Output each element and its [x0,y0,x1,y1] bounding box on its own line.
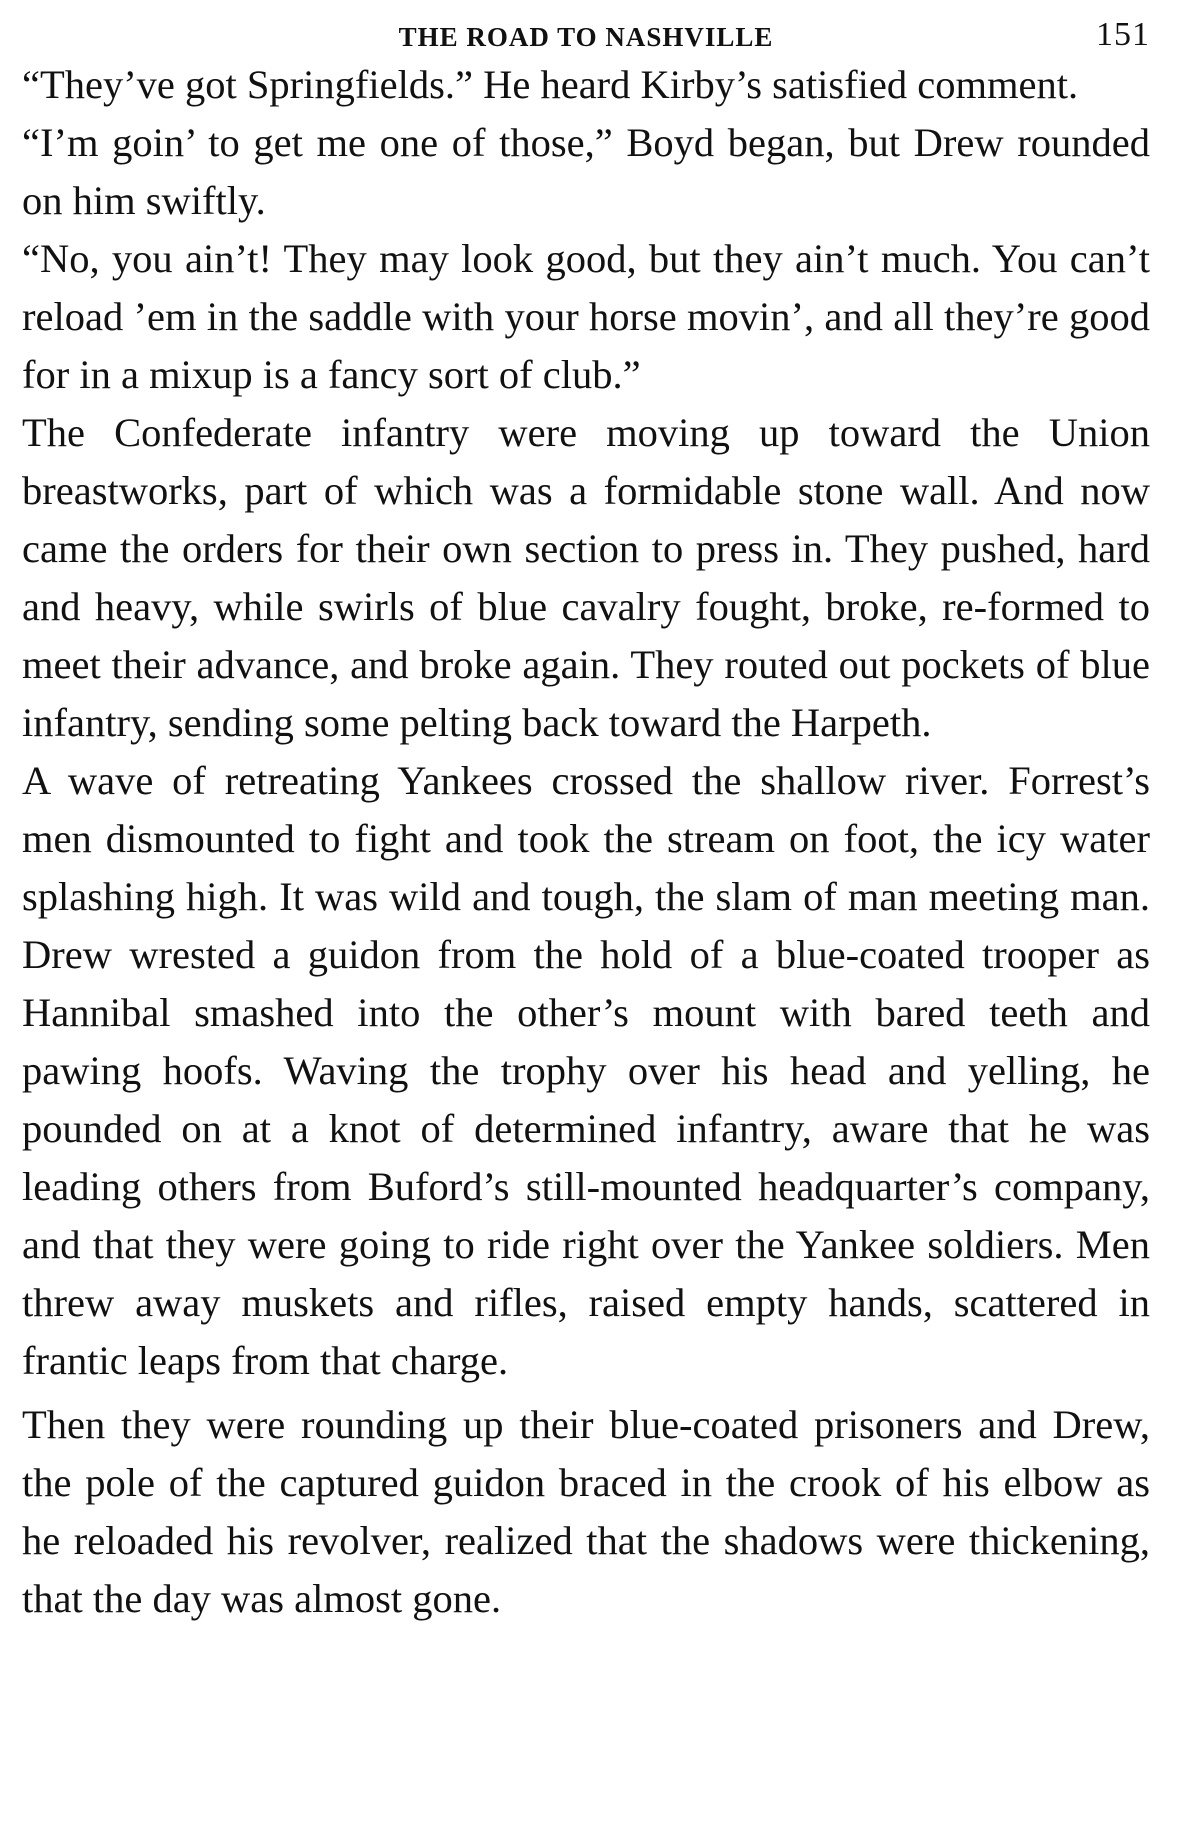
book-page [22,14,1150,1628]
body-text [22,56,1150,1628]
paragraph: “No, you ain’t! They may look good, but they ain’t much. You can’t reload ’em in the saddle with your horse movin’, and all they’re good for in a mixup is a fancy sort of club.” [22,236,1150,397]
paragraph: “I’m goin’ to get me one of those,” Boyd began, but Drew rounded on him swiftly. [22,120,1150,223]
running-head [22,14,1150,56]
paragraph: A wave of retreating Yankees crossed the shallow river. Forrest’s men dismounted to fight and took the stream on foot, the icy water splashing high. It was wild and tough, the slam of man meeting man. Drew wrested a guidon from the hold of a blue-coated trooper as Hannibal smashed into the other’s mount with bared teeth and pawing hoofs. Waving the trophy over his head and yelling, he pounded on at a knot of determined infantry, aware that he was leading others from Buford’s still-mounted headquarter’s company, and that they were going to ride right over the Yankee soldiers. Men threw away muskets and rifles, raised empty hands, scattered in frantic leaps from that charge. [22,758,1150,1383]
paragraph: “They’ve got Springfields.” He heard Kirby’s satisfied comment. [22,62,1079,107]
page-number: 151 [1096,16,1150,53]
running-head-title: THE ROAD TO NASHVILLE [398,22,774,52]
paragraph: The Confederate infantry were moving up toward the Union breastworks, part of which was a formidable stone wall. And now came the orders for their own section to press in. They pushed, hard and heavy, while swirls of blue cavalry fought, broke, re-formed to meet their advance, and broke again. They routed out pockets of blue infantry, sending some pelting back toward the Harpeth. [22,410,1150,745]
paragraph: Then they were rounding up their blue-coated prisoners and Drew, the pole of the captured guidon braced in the crook of his elbow as he reloaded his revolver, realized that the shadows were thickening, that the day was almost gone. [22,1402,1150,1621]
